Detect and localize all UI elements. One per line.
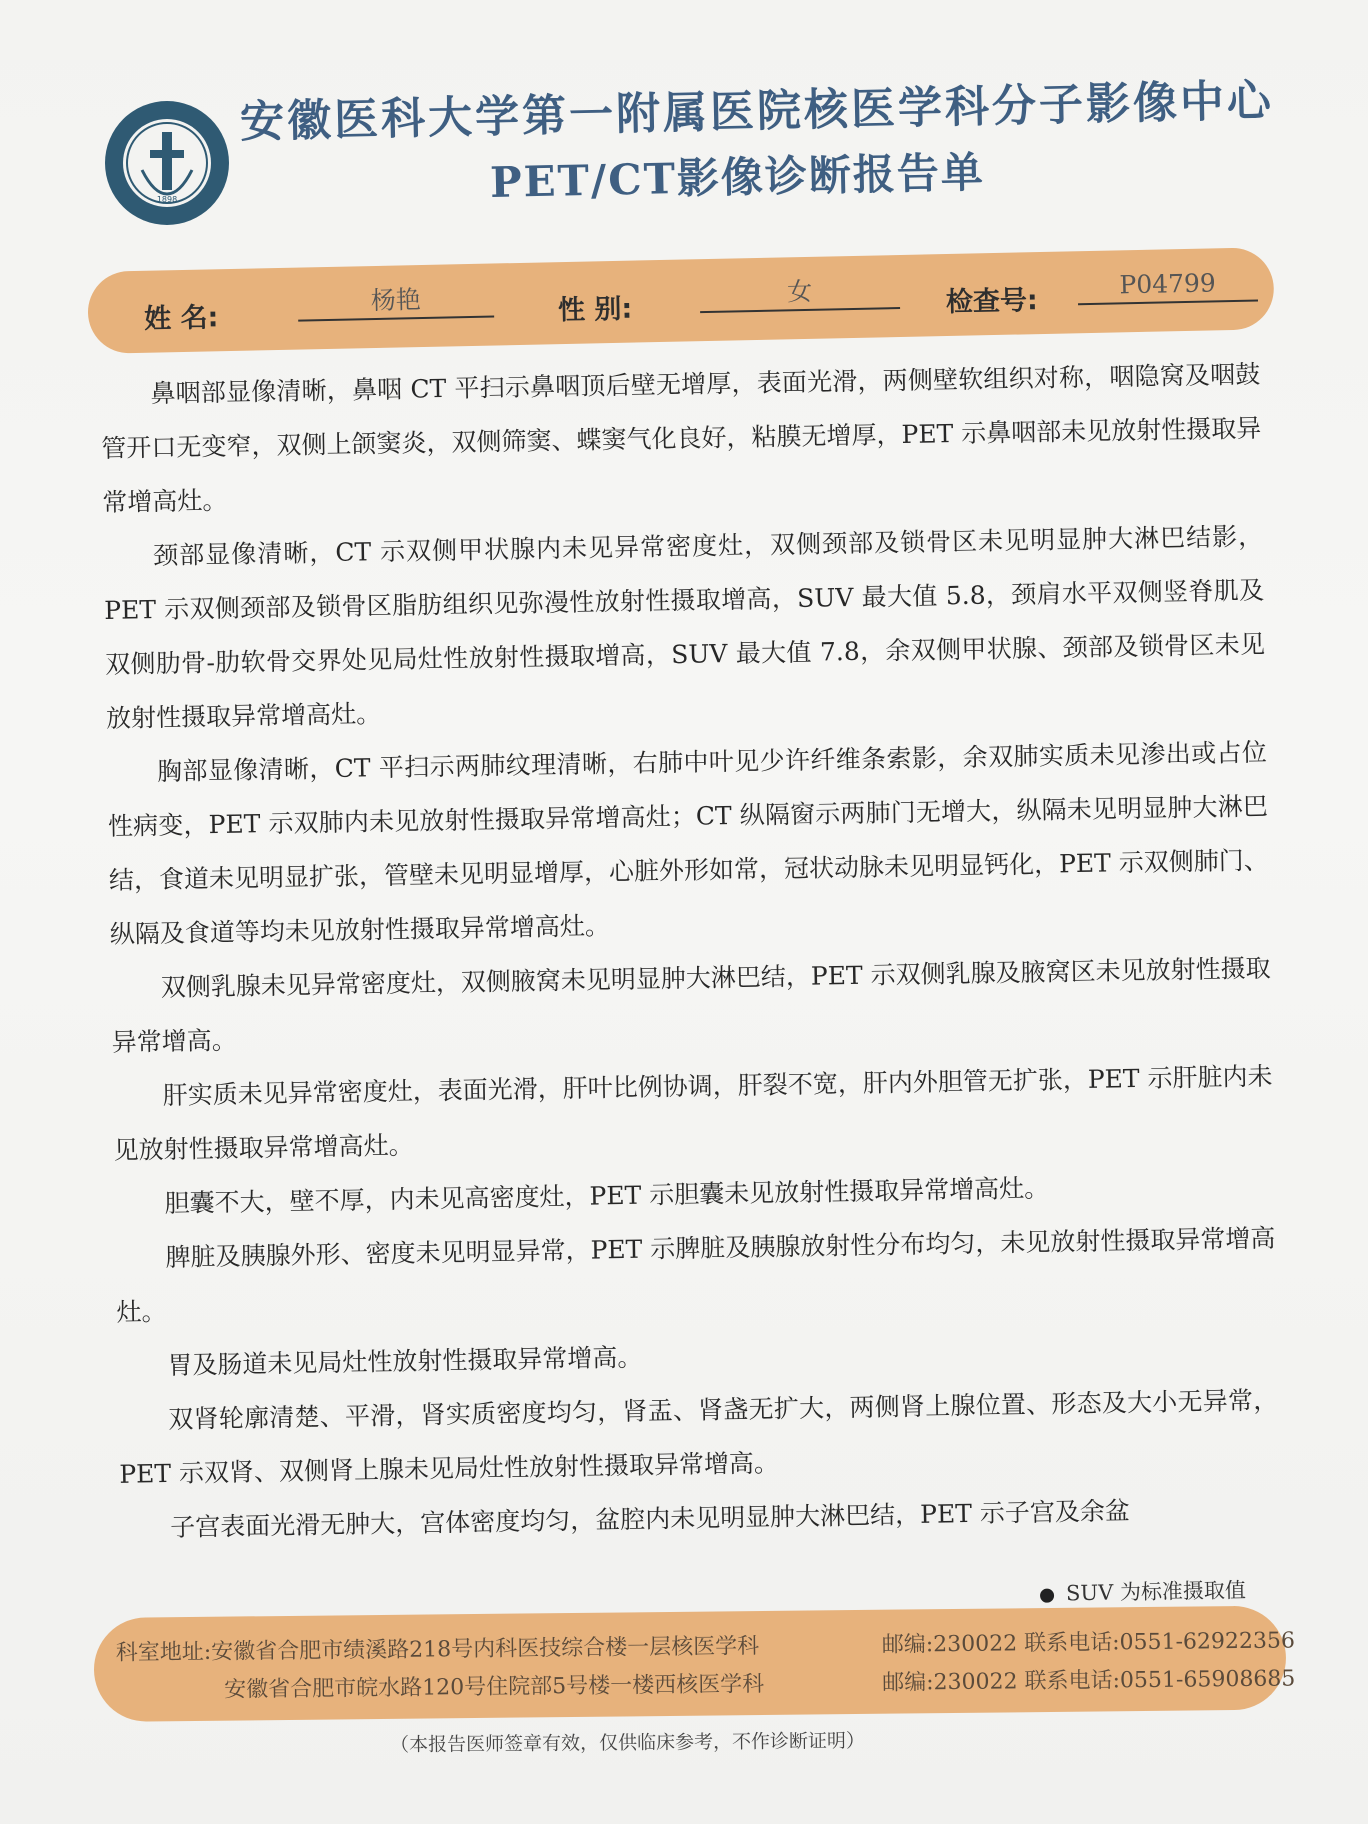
suv-note-text: SUV 为标准摄取值 xyxy=(1065,1578,1247,1606)
findings-body xyxy=(100,348,1281,1556)
name-value: 杨艳 xyxy=(298,284,495,322)
sex-value: 女 xyxy=(699,275,900,313)
bullet-icon xyxy=(1040,1588,1054,1602)
disclaimer: （本报告医师签章有效，仅供临床参考，不作诊断证明） xyxy=(389,1729,866,1757)
address-footer xyxy=(93,1606,1296,1722)
name-label: 姓 名: xyxy=(143,302,219,335)
finding-gi-tract: 胃及肠道未见局灶性放射性摄取异常增高。 xyxy=(167,1342,643,1380)
finding-gallbladder: 胆囊不大，壁不厚，内未见高密度灶，PET 示胆囊未见放射性摄取异常增高灶。 xyxy=(164,1173,1050,1218)
exam-number-label: 检查号: xyxy=(945,285,1039,319)
finding-spleen-pancreas: 脾脏及胰腺外形、密度未见明显异常，PET 示脾脏及胰腺放射性分布均匀，未见放射性摄取异常增高灶。 xyxy=(116,1223,1276,1327)
address-line-1: 科室地址:安徽省合肥市绩溪路218号内科医技综合楼一层核医学科 xyxy=(115,1634,760,1666)
finding-nasopharynx: 鼻咽部显像清晰，鼻咽 CT 平扫示鼻咽顶后壁无增厚，表面光滑，两侧壁软组织对称，咽隐窝及咽鼓管开口无变窄，双侧上颌窦炎，双侧筛窦、蝶窦气化良好，粘膜无增厚，PET 示鼻咽部未见放射性摄取异常增高灶。 xyxy=(101,359,1262,517)
contact-line-2: 邮编:230022 联系电话:0551-65908685 xyxy=(882,1666,1296,1696)
sex-label: 性 别: xyxy=(557,293,633,327)
finding-uterus: 子宫表面光滑无肿大，宫体密度均匀，盆腔内未见明显肿大淋巴结，PET 示子宫及余盆 xyxy=(169,1496,1131,1542)
patient-info-bar xyxy=(87,247,1274,354)
hospital-logo-icon xyxy=(102,98,232,228)
hospital-title: 安徽医科大学第一附属医院核医学科分子影像中心 xyxy=(239,75,1275,148)
svg-text:1898: 1898 xyxy=(156,195,178,204)
report-title: PET/CT影像诊断报告单 xyxy=(489,147,986,207)
finding-neck: 颈部显像清晰，CT 示双侧甲状腺内未见异常密度灶，双侧颈部及锁骨区未见明显肿大淋巴结影，PET 示双侧颈部及锁骨区脂肪组织见弥漫性放射性摄取增高，SUV 最大值 5.8，颈肩水平双侧竖脊肌及双侧肋骨-肋软骨交界处见局灶性放射性摄取增高，SUV 最大值 7.8，余双侧甲状腺、颈部及锁骨区未见放射性摄取异常增高灶。 xyxy=(103,521,1266,733)
finding-breast: 双侧乳腺未见异常密度灶，双侧腋窝未见明显肿大淋巴结，PET 示双侧乳腺及腋窝区未见放射性摄取异常增高。 xyxy=(111,953,1271,1057)
finding-liver: 肝实质未见异常密度灶，表面光滑，肝叶比例协调，肝裂不宽，肝内外胆管无扩张，PET 示肝脏内未见放射性摄取异常增高灶。 xyxy=(113,1061,1273,1165)
finding-chest: 胸部显像清晰，CT 平扫示两肺纹理清晰，右肺中叶见少许纤维条索影，余双肺实质未见渗出或占位性病变，PET 示双肺内未见放射性摄取异常增高灶；CT 纵隔窗示两肺门无增大，纵隔未见明显肿大淋巴结，食道未见明显扩张，管壁未见明显增厚，心脏外形如常，冠状动脉未见明显钙化，PET 示双侧肺门、纵隔及食道等均未见放射性摄取异常增高灶。 xyxy=(107,737,1270,949)
address-line-2: 安徽省合肥市皖水路120号住院部5号楼一楼西核医学科 xyxy=(224,1671,765,1703)
finding-kidneys: 双肾轮廓清楚、平滑，肾实质密度均匀，肾盂、肾盏无扩大，两侧肾上腺位置、形态及大小无异常，PET 示双肾、双侧肾上腺未见局灶性放射性摄取异常增高。 xyxy=(119,1385,1279,1489)
suv-footnote xyxy=(1040,1574,1246,1608)
exam-number-value: P04799 xyxy=(1077,268,1258,306)
contact-line-1: 邮编:230022 联系电话:0551-62922356 xyxy=(881,1628,1296,1658)
